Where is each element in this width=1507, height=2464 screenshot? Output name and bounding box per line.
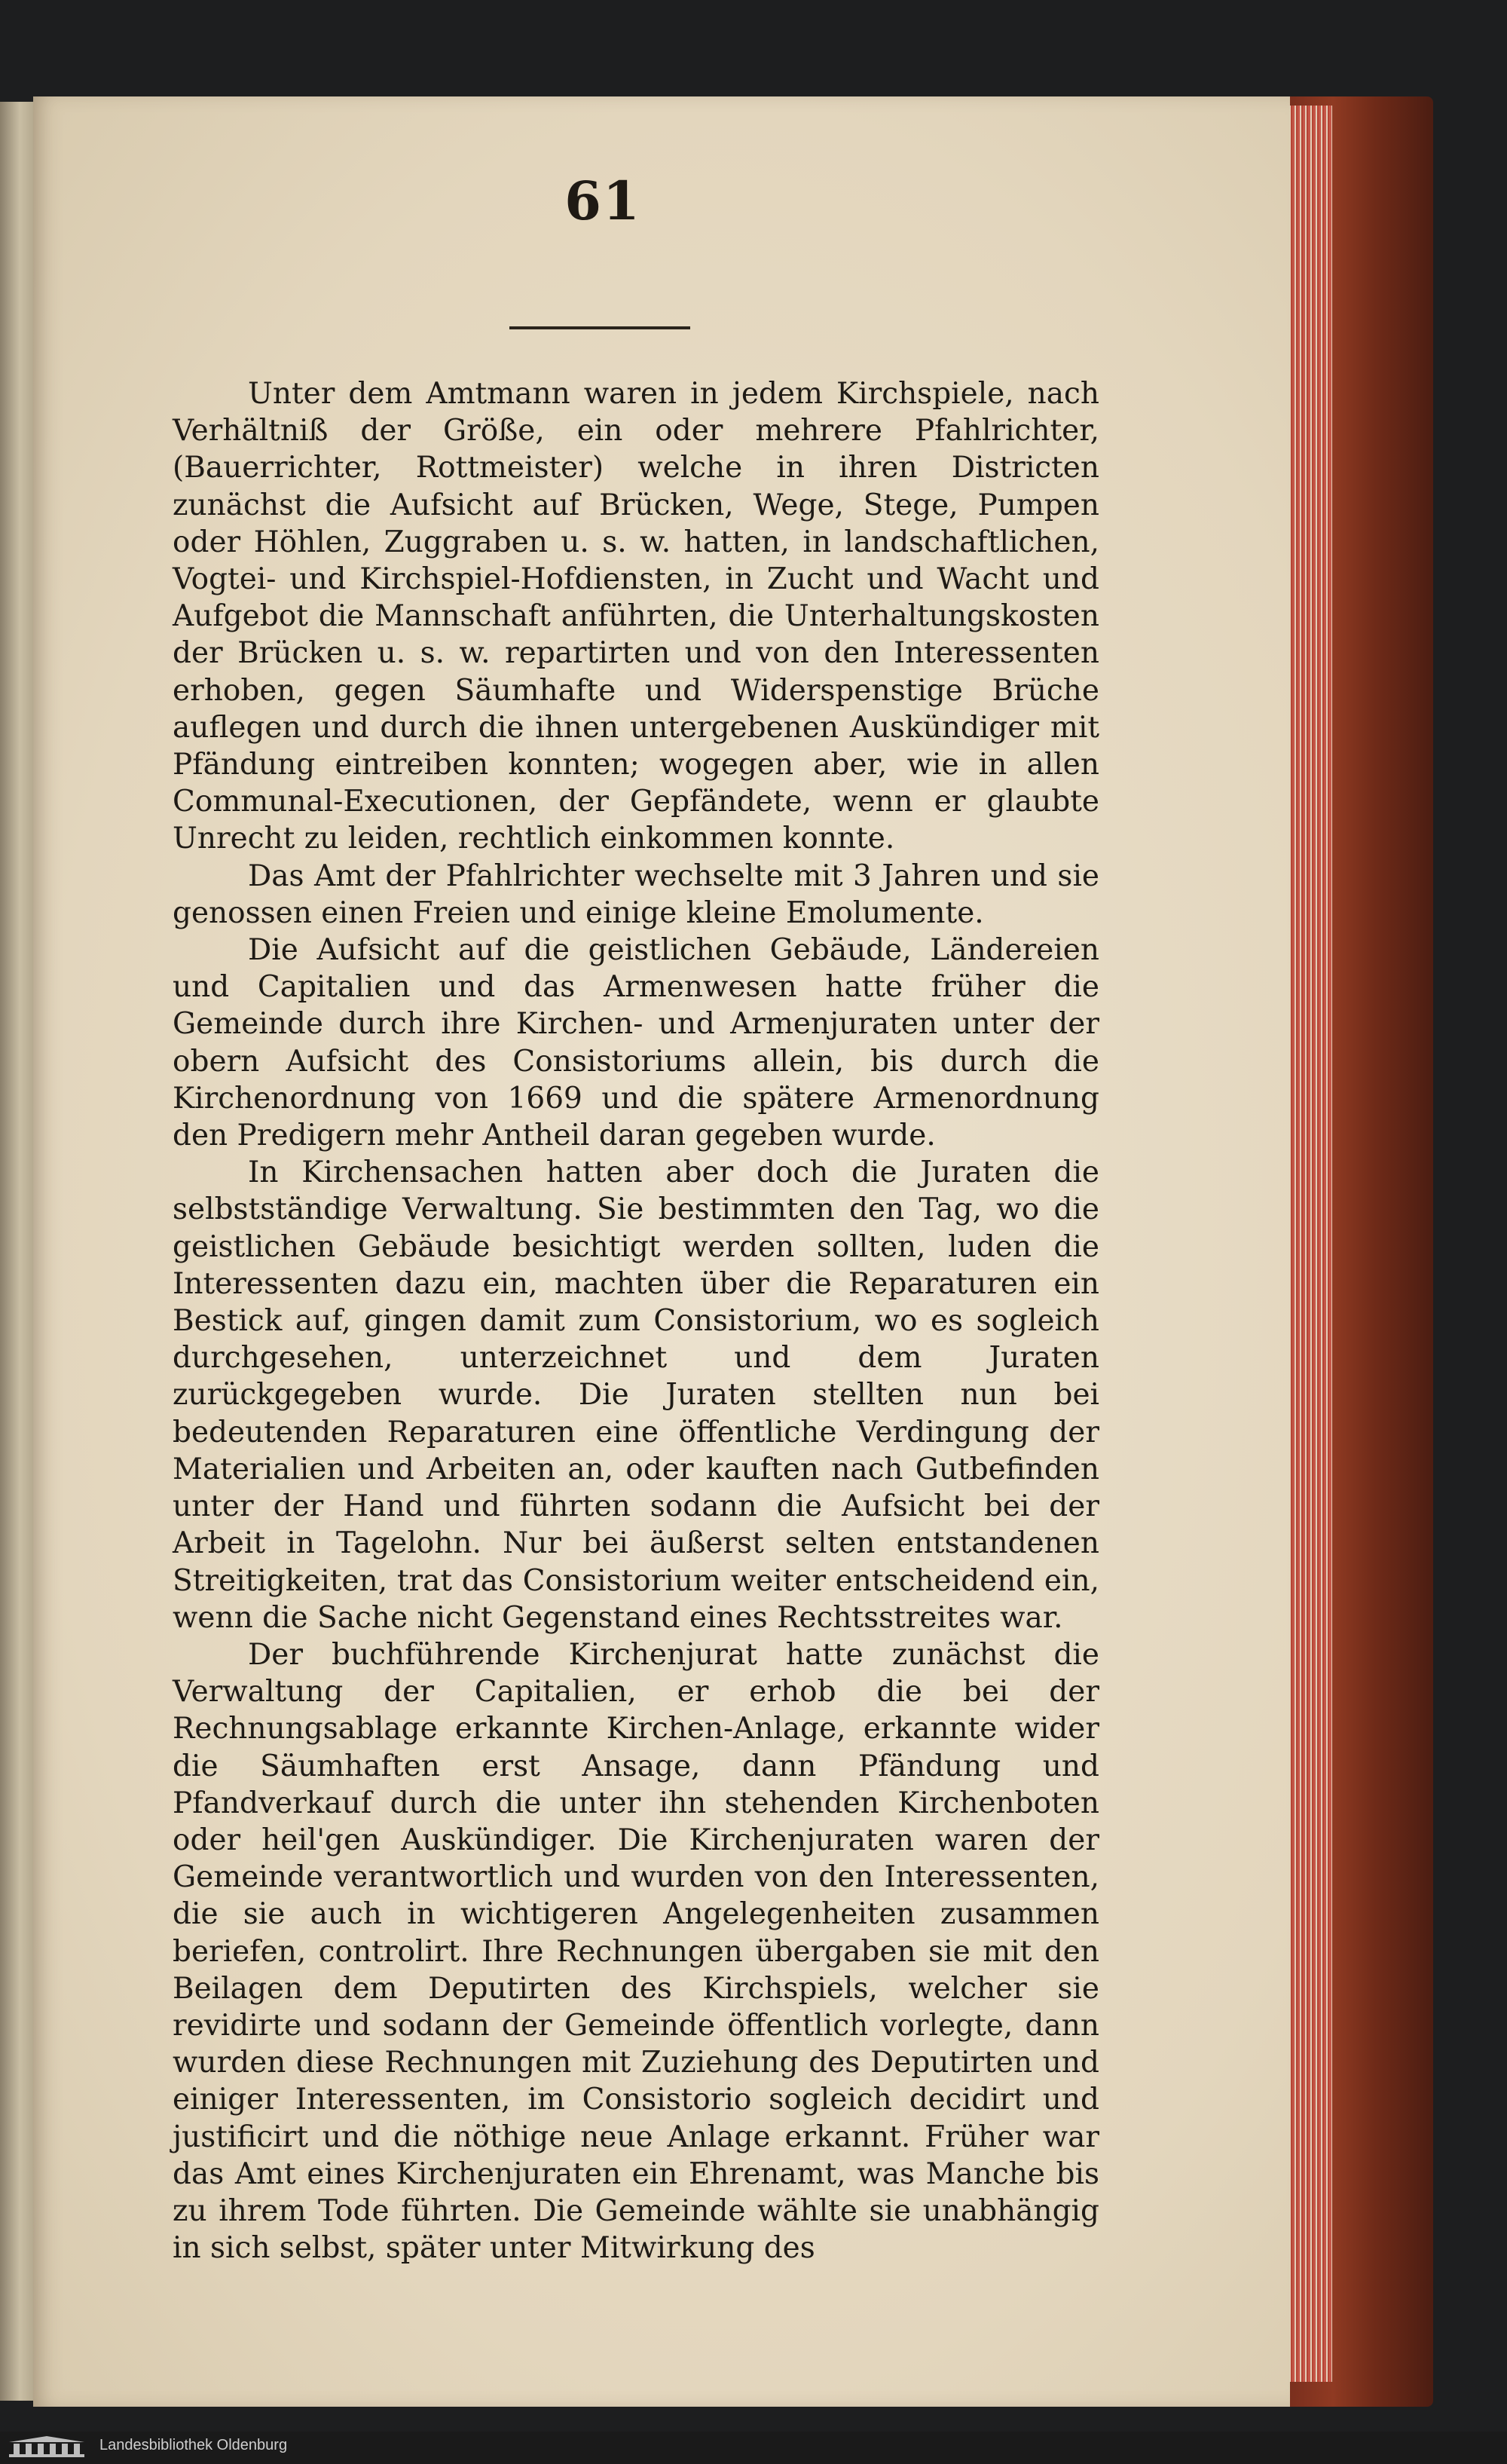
paragraph: Das Amt der Pfahlrichter wechselte mit 3 Jahren und sie genossen einen Freien und einige kleine Emolumente.: [173, 859, 1099, 930]
page-edges: [1287, 106, 1332, 2382]
paragraph: Unter dem Amtmann waren in jedem Kirchspiele, nach Verhältniß der Größe, ein oder mehrere Pfahlrichter, (Bauerrichter, Rottmeister) welche in ihren Districten zunächst die Aufsicht auf Brücken, Wege, Stege, Pumpen oder Höhlen, Zuggraben u. s. w. hatten, in landschaftlichen, Vogtei- und Kirchspiel-Hofdiensten, in Zucht und Wacht und Aufgebot die Mannschaft anführten, die Unterhaltungskosten der Brücken u. s. w. repartirten und von den Interessenten erhoben, gegen Säumhafte und Widerspenstige Brüche auflegen und durch die ihnen untergebenen Auskündiger mit Pfändung eintreiben konnten; wogegen aber, wie in allen Communal-Executionen, der Gepfändete, wenn er glaubte Unrecht zu leiden, rechtlich einkommen konnte.: [173, 377, 1099, 856]
paragraph: In Kirchensachen hatten aber doch die Juraten die selbstständige Verwaltung. Sie bestimmten den Tag, wo die geistlichen Gebäude besichtigt werden sollten, luden die Interessenten dazu ein, machten über die Reparaturen ein Bestick auf, gingen damit zum Consistorium, wo es sogleich durchgesehen, unterzeichnet und dem Juraten zurückgegeben wurde. Die Juraten stellten nun bei bedeutenden Reparaturen eine öffentliche Verdingung der Materialien und Arbeiten an, oder kauften nach Gutbefinden unter der Hand und führten sodann die Aufsicht bei der Arbeit in Tagelohn. Nur bei äußerst selten entstandenen Streitigkeiten, trat das Consistorium weiter entscheidend ein, wenn die Sache nicht Gegenstand eines Rechtsstreites war.: [173, 1155, 1099, 1635]
library-logo-icon: [8, 2435, 90, 2459]
left-page-edge: [0, 102, 33, 2401]
library-name: Landesbibliothek Oldenburg: [99, 2437, 288, 2453]
page-number-rule: [509, 326, 690, 329]
body-text: [173, 375, 1099, 2267]
paragraph: Die Aufsicht auf die geistlichen Gebäude, Ländereien und Capitalien und das Armenwesen hatte früher die Gemeinde durch ihre Kirchen- und Armenjuraten unter der obern Aufsicht des Consistoriums allein, bis durch die Kirchenordnung von 1669 und die spätere Armenordnung den Predigern mehr Antheil daran gegeben wurde.: [173, 933, 1099, 1153]
page-number: 61: [564, 170, 641, 232]
paragraph: Der buchführende Kirchenjurat hatte zunächst die Verwaltung der Capitalien, er erhob die bei der Rechnungsablage erkannte Kirchen-Anlage, erkannte wider die Säumhaften erst Ansage, dann Pfändung und Pfandverkauf durch die unter ihn stehenden Kirchenboten oder heil'gen Auskündiger. Die Kirchenjuraten waren der Gemeinde verantwortlich und wurden von den Interessenten, die sie auch in wichtigeren Angelegenheiten zusammen beriefen, controlirt. Ihre Rechnungen übergaben sie mit den Beilagen dem Deputirten des Kirchspiels, welcher sie revidirte und sodann der Gemeinde öffentlich vorlegte, dann wurden diese Rechnungen mit Zuziehung des Deputirten und einiger Interessenten, im Consistorio sogleich decidirt und justificirt und die nöthige neue Anlage erkannt. Früher war das Amt eines Kirchenjuraten ein Ehrenamt, was Manche bis zu ihrem Tode führten. Die Gemeinde wählte sie unabhängig in sich selbst, später unter Mitwirkung des: [173, 1637, 1099, 2266]
